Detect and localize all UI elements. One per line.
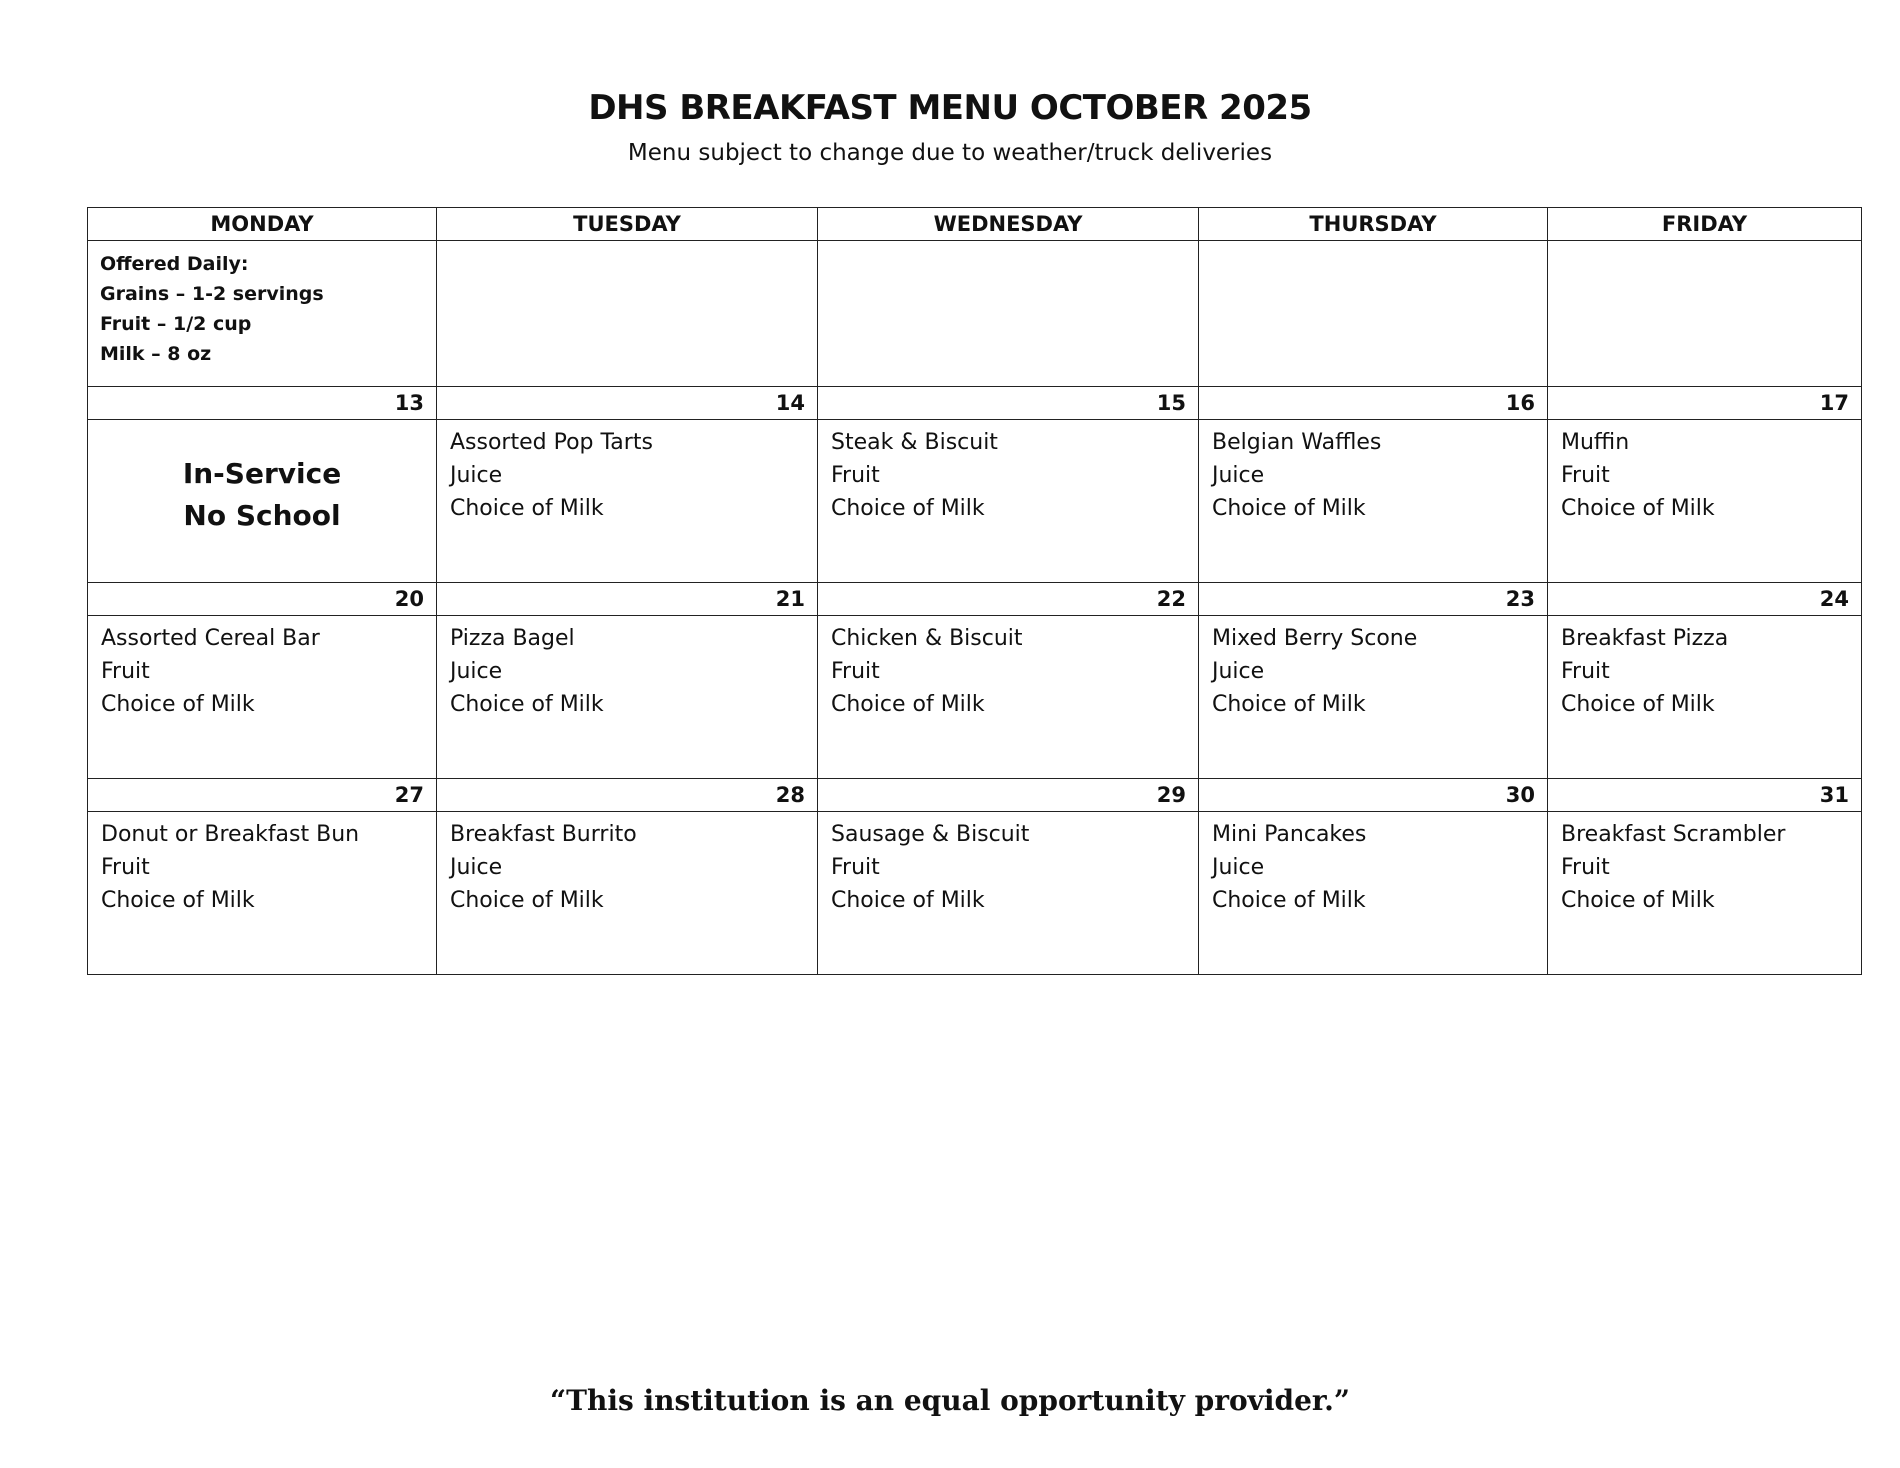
day-header-thursday: THURSDAY	[1199, 208, 1548, 241]
no-school-line: In-Service	[182, 457, 342, 490]
menu-item: Choice of Milk	[1212, 496, 1366, 521]
menu-item-list	[1199, 616, 1547, 721]
offered-daily-heading: Offered Daily:	[100, 253, 249, 275]
menu-item: Fruit	[1561, 463, 1610, 488]
menu-cell	[1548, 420, 1862, 583]
menu-item: Breakfast Burrito	[450, 822, 637, 847]
menu-item: Choice of Milk	[1212, 888, 1366, 913]
no-school-line: No School	[183, 499, 341, 532]
menu-cell	[437, 616, 818, 779]
no-school-notice	[88, 420, 436, 537]
date-number: 20	[88, 583, 437, 616]
menu-cell	[1199, 812, 1548, 975]
menu-item-list	[818, 812, 1198, 917]
menu-cell	[1199, 420, 1548, 583]
menu-item: Muffin	[1561, 430, 1630, 455]
menu-row	[88, 616, 1862, 779]
menu-item: Fruit	[101, 659, 150, 684]
menu-cell	[1548, 812, 1862, 975]
date-row	[88, 779, 1862, 812]
menu-item: Choice of Milk	[1561, 692, 1715, 717]
menu-item: Chicken & Biscuit	[831, 626, 1023, 651]
page-title: DHS BREAKFAST MENU OCTOBER 2025	[588, 88, 1312, 128]
menu-item-list	[818, 616, 1198, 721]
menu-item: Pizza Bagel	[450, 626, 575, 651]
menu-cell	[88, 616, 437, 779]
page-subtitle: Menu subject to change due to weather/truck deliveries	[627, 140, 1273, 166]
menu-item-list	[88, 616, 436, 721]
menu-item: Assorted Cereal Bar	[101, 626, 320, 651]
menu-item: Choice of Milk	[450, 496, 604, 521]
date-number: 14	[437, 387, 818, 420]
menu-item: Choice of Milk	[1212, 692, 1366, 717]
menu-item: Mixed Berry Scone	[1212, 626, 1418, 651]
menu-item: Sausage & Biscuit	[831, 822, 1030, 847]
menu-item: Fruit	[831, 855, 880, 880]
date-row	[88, 387, 1862, 420]
offered-daily-cell	[88, 241, 437, 387]
menu-item: Breakfast Scrambler	[1561, 822, 1786, 847]
empty-cell	[1548, 241, 1862, 387]
menu-item: Fruit	[1561, 855, 1610, 880]
date-number: 22	[818, 583, 1199, 616]
menu-item: Fruit	[1561, 659, 1610, 684]
day-header-row	[88, 208, 1862, 241]
offered-daily-row	[88, 241, 1862, 387]
menu-item: Fruit	[831, 659, 880, 684]
menu-cell	[818, 616, 1199, 779]
date-number: 23	[1199, 583, 1548, 616]
menu-item: Steak & Biscuit	[831, 430, 998, 455]
menu-item: Choice of Milk	[450, 888, 604, 913]
menu-item-list	[1199, 420, 1547, 525]
day-header-friday: FRIDAY	[1548, 208, 1862, 241]
menu-item: Juice	[450, 659, 503, 684]
menu-item: Mini Pancakes	[1212, 822, 1367, 847]
menu-cell	[88, 812, 437, 975]
date-number: 31	[1548, 779, 1862, 812]
menu-row	[88, 420, 1862, 583]
menu-item-list	[1548, 420, 1861, 525]
menu-item: Breakfast Pizza	[1561, 626, 1729, 651]
menu-cell	[437, 812, 818, 975]
day-header-tuesday: TUESDAY	[437, 208, 818, 241]
menu-item: Choice of Milk	[450, 692, 604, 717]
menu-cell	[1548, 616, 1862, 779]
equal-opportunity-statement: “This institution is an equal opportunity provider.”	[550, 1384, 1350, 1417]
menu-item: Donut or Breakfast Bun	[101, 822, 360, 847]
date-number: 15	[818, 387, 1199, 420]
offered-daily-fruit: Fruit – 1/2 cup	[100, 313, 252, 335]
offered-daily-grains: Grains – 1-2 servings	[100, 283, 324, 305]
empty-cell	[437, 241, 818, 387]
menu-item: Belgian Waffles	[1212, 430, 1382, 455]
empty-cell	[818, 241, 1199, 387]
date-number: 28	[437, 779, 818, 812]
date-number: 24	[1548, 583, 1862, 616]
date-number: 21	[437, 583, 818, 616]
menu-item: Juice	[1212, 463, 1265, 488]
date-number: 16	[1199, 387, 1548, 420]
menu-item: Choice of Milk	[1561, 888, 1715, 913]
menu-cell	[818, 420, 1199, 583]
menu-item: Juice	[1212, 855, 1265, 880]
menu-item-list	[1548, 812, 1861, 917]
menu-item-list	[818, 420, 1198, 525]
menu-item: Assorted Pop Tarts	[450, 430, 653, 455]
menu-item-list	[1199, 812, 1547, 917]
offered-daily-milk: Milk – 8 oz	[100, 343, 212, 365]
menu-row	[88, 812, 1862, 975]
menu-cell	[1199, 616, 1548, 779]
menu-calendar	[87, 207, 1862, 975]
menu-cell	[818, 812, 1199, 975]
menu-item: Juice	[450, 463, 503, 488]
menu-item: Choice of Milk	[101, 888, 255, 913]
menu-item-list	[1548, 616, 1861, 721]
menu-item: Fruit	[101, 855, 150, 880]
menu-item-list	[437, 616, 817, 721]
menu-item: Choice of Milk	[1561, 496, 1715, 521]
empty-cell	[1199, 241, 1548, 387]
day-header-wednesday: WEDNESDAY	[818, 208, 1199, 241]
date-number: 27	[88, 779, 437, 812]
menu-item: Juice	[450, 855, 503, 880]
menu-item: Fruit	[831, 463, 880, 488]
menu-cell	[437, 420, 818, 583]
date-number: 29	[818, 779, 1199, 812]
menu-item: Choice of Milk	[831, 888, 985, 913]
menu-item-list	[437, 420, 817, 525]
menu-item: Juice	[1212, 659, 1265, 684]
menu-item: Choice of Milk	[831, 692, 985, 717]
menu-item-list	[437, 812, 817, 917]
menu-item: Choice of Milk	[831, 496, 985, 521]
date-number: 30	[1199, 779, 1548, 812]
date-number: 17	[1548, 387, 1862, 420]
day-header-monday: MONDAY	[88, 208, 437, 241]
menu-item: Choice of Milk	[101, 692, 255, 717]
menu-cell	[88, 420, 437, 583]
date-row	[88, 583, 1862, 616]
menu-item-list	[88, 812, 436, 917]
date-number: 13	[88, 387, 437, 420]
